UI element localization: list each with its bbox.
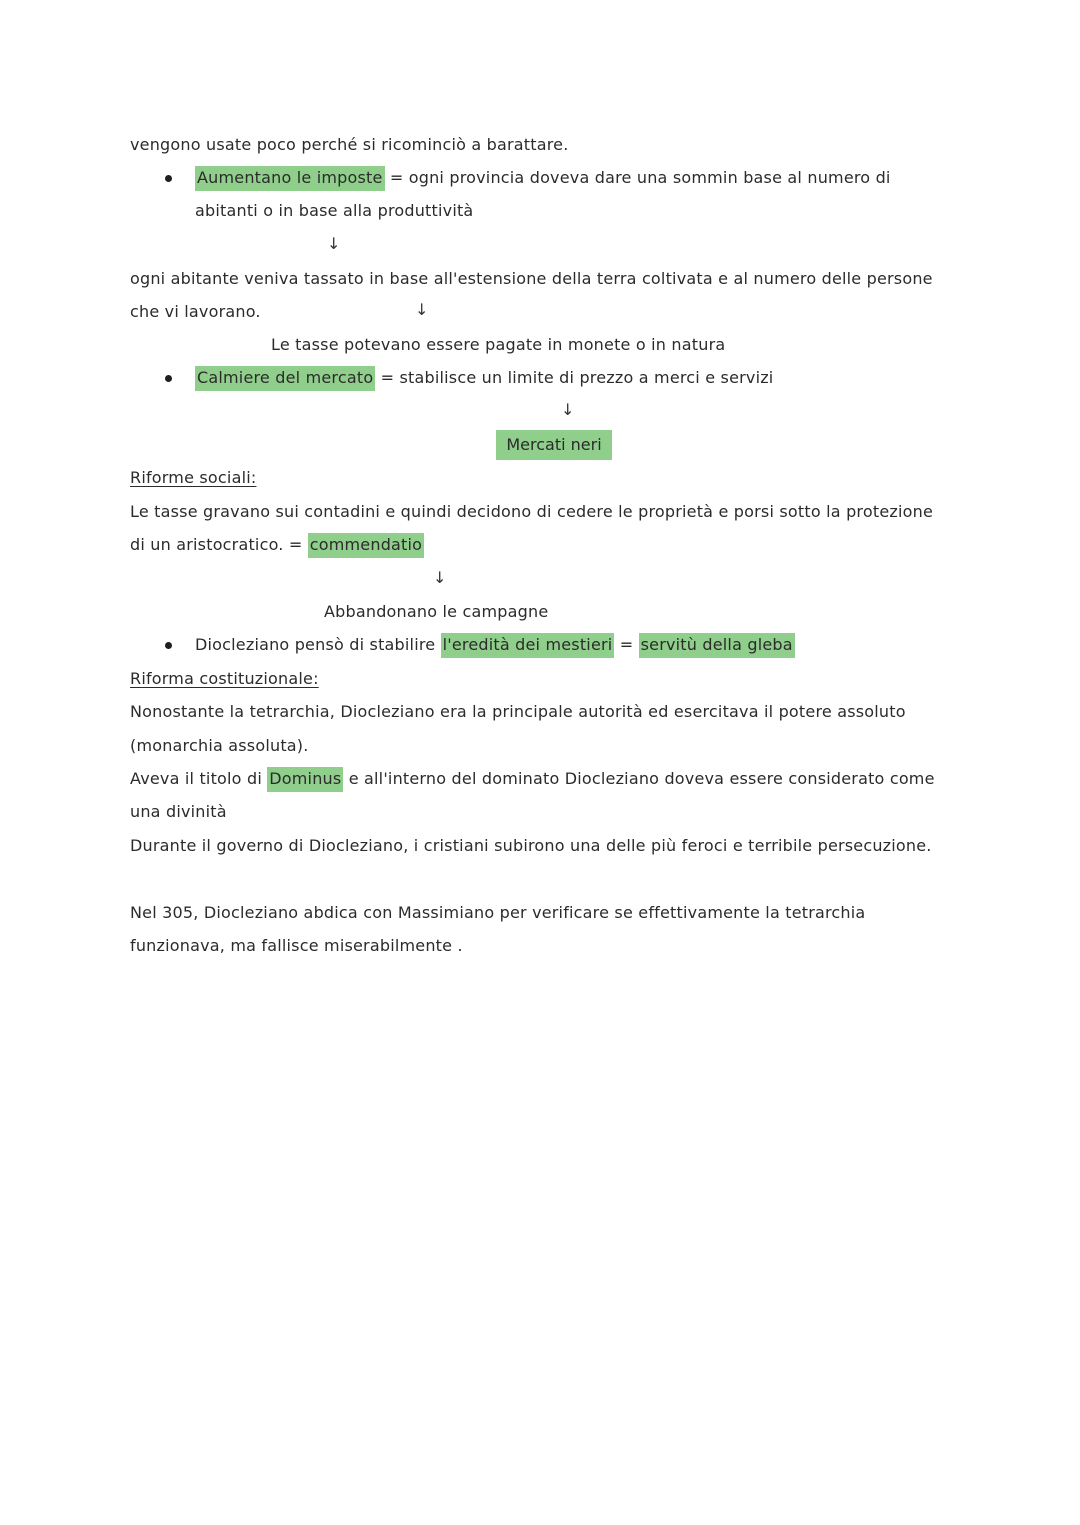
highlight-servitu-gleba: servitù della gleba (639, 633, 795, 658)
bullet-point (165, 175, 172, 182)
down-arrow-icon: ↓ (327, 234, 341, 253)
highlight-dominus: Dominus (267, 767, 343, 792)
down-arrow-icon: ↓ (561, 400, 575, 419)
bullet-diocleziano (195, 634, 795, 656)
text-span: = (614, 635, 639, 654)
highlight-eredita-mestieri: l'eredità dei mestieri (441, 633, 615, 658)
text-line: Nonostante la tetrarchia, Diocleziano era la principale autorità ed esercitava il potere assoluto (130, 702, 906, 721)
bullet-imposte (195, 167, 891, 189)
text-line: Nel 305, Diocleziano abdica con Massimiano per verificare se effettivamente la tetrarchia (130, 903, 866, 922)
text-line: Abbandonano le campagne (324, 602, 549, 621)
highlight-imposte: Aumentano le imposte (195, 166, 385, 191)
highlight-commendatio: commendatio (308, 533, 424, 558)
text-line-commendatio (130, 534, 424, 556)
text-span: di un aristocratico. = (130, 535, 308, 554)
down-arrow-icon: ↓ (433, 568, 447, 587)
section-heading-riforme-sociali: Riforme sociali: (130, 468, 257, 487)
text-span: Aveva il titolo di (130, 769, 268, 788)
text-line: Durante il governo di Diocleziano, i cristiani subirono una delle più feroci e terribile persecuzione. (130, 836, 932, 855)
text-line: Le tasse gravano sui contadini e quindi decidono di cedere le proprietà e porsi sotto la protezione (130, 502, 933, 521)
bullet-calmiere (195, 367, 773, 389)
bullet-point (165, 375, 172, 382)
bullet-imposte-text: = ogni provincia doveva dare una sommin base al numero di (384, 168, 891, 187)
text-line: una divinità (130, 802, 227, 821)
text-line: che vi lavorano. (130, 302, 261, 321)
mercati-neri-box: Mercati neri (496, 430, 612, 460)
text-span: Diocleziano pensò di stabilire (195, 635, 441, 654)
bullet-imposte-continued: abitanti o in base alla produttività (195, 201, 474, 220)
highlight-calmiere: Calmiere del mercato (195, 366, 375, 391)
bullet-calmiere-text: = stabilisce un limite di prezzo a merci e servizi (375, 368, 774, 387)
text-line: vengono usate poco perché si ricominciò a barattare. (130, 135, 569, 154)
down-arrow-icon: ↓ (415, 300, 429, 319)
text-line-dominus (130, 768, 935, 790)
text-line: ogni abitante veniva tassato in base all'estensione della terra coltivata e al numero delle persone (130, 269, 933, 288)
text-line: (monarchia assoluta). (130, 736, 309, 755)
text-line: funzionava, ma fallisce miserabilmente . (130, 936, 463, 955)
text-span: e all'interno del dominato Diocleziano doveva essere considerato come (343, 769, 935, 788)
section-heading-riforma-costituzionale: Riforma costituzionale: (130, 669, 319, 688)
bullet-point (165, 642, 172, 649)
text-line: Le tasse potevano essere pagate in monete o in natura (271, 335, 726, 354)
